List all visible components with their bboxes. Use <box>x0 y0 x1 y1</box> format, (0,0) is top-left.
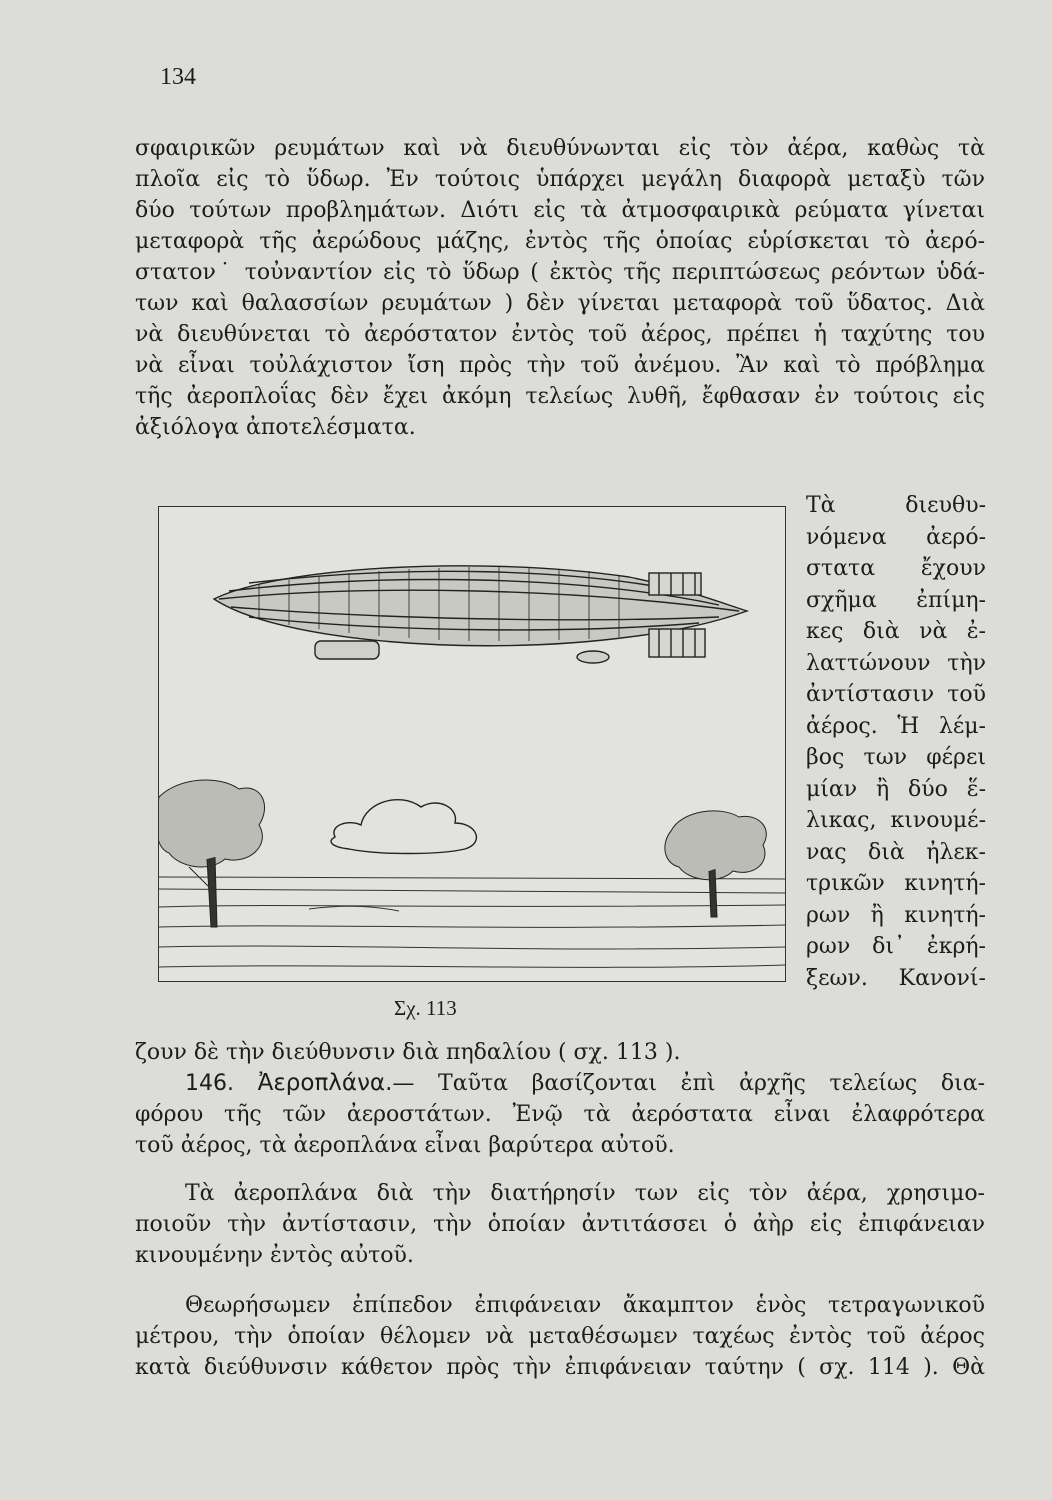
text-line: σχῆμα ἐπίμη- <box>806 587 986 613</box>
text-line: λικας, κινουμέ- <box>806 808 986 833</box>
figure-caption: Σχ. 113 <box>394 996 457 1020</box>
text-line: βος των φέρει <box>806 745 986 770</box>
paragraph-2 <box>135 1037 985 1161</box>
airship-figure <box>158 506 786 982</box>
page-number: 134 <box>160 64 196 90</box>
landscape <box>159 877 785 967</box>
section-number: 146. <box>185 1071 234 1096</box>
text-line: λαττώνουν τὴν <box>806 650 986 676</box>
text-line: ἀέρος. Ἡ λέμ- <box>806 713 986 739</box>
text-line: ξεων. Κανονί- <box>806 965 986 991</box>
paragraph-4 <box>135 1290 985 1383</box>
paragraph-3 <box>135 1178 985 1271</box>
text-line: Τὰ διευθυ- <box>806 493 986 518</box>
text-line: Τὰ ἀεροπλάνα διὰ τὴν διατήρησίν των εἰς τὸν ἀέρα, χρησιμο- <box>185 1181 985 1206</box>
text-line: ποιοῦν τὴν ἀντίστασιν, τὴν ὁποίαν ἀντιτάσσει ὁ ἀὴρ εἰς ἐπιφάνειαν <box>135 1212 985 1237</box>
text-line: φόρου τῆς τῶν ἀεροστάτων. Ἐνῷ τὰ ἀερόστατα εἶναι ἐλαφρότερα <box>135 1102 985 1127</box>
cloud <box>331 800 476 854</box>
text-line: ἀξιόλογα ἀποτελέσματα. <box>135 415 416 440</box>
tree-right <box>665 811 766 917</box>
text-line: νὰ διευθύνεται τὸ ἀερόστατον ἐντὸς τοῦ ἀέρος, πρέπει ἡ ταχύτης του <box>135 322 985 347</box>
text-line: μεταφορὰ τῆς ἀερώδους μάζης, ἐντὸς τῆς ὁποίας εὑρίσκεται τὸ ἀερό- <box>135 229 985 254</box>
text-line: μέτρου, τὴν ὁποίαν θέλομεν νὰ μεταθέσωμεν ταχέως ἐντὸς τοῦ ἀέρος <box>135 1324 985 1349</box>
text-line: δύο τούτων προβλημάτων. Διότι εἰς τὰ ἀτμοσφαιρικὰ ρεύματα γίνεται <box>135 198 985 223</box>
text-line: κατὰ διεύθυνσιν κάθετον πρὸς τὴν ἐπιφάνειαν ταύτην ( σχ. 114 ). Θὰ <box>135 1355 985 1380</box>
text-line: κες διὰ νὰ ἐ- <box>806 619 986 644</box>
text-line: τοῦ ἀέρος, τὰ ἀεροπλάνα εἶναι βαρύτερα αὐτοῦ. <box>135 1133 675 1158</box>
airship <box>214 566 747 663</box>
tree-left <box>159 780 265 927</box>
text-line: πλοῖα εἰς τὸ ὕδωρ. Ἐν τούτοις ὑπάρχει μεγάλη διαφορὰ μεταξὺ τῶν <box>135 167 985 192</box>
text-line: κινουμένην ἐντὸς αὐτοῦ. <box>135 1243 414 1268</box>
text-line: ρων ἢ κινητή- <box>806 902 986 928</box>
paragraph-1 <box>135 133 985 443</box>
text-line: στατον˙ τοὐναντίον εἰς τὸ ὕδωρ ( ἐκτὸς τῆς περιπτώσεως ρεόντων ὑδά- <box>135 260 985 285</box>
text-line: ρων δι᾿ ἐκρή- <box>806 934 986 959</box>
text-line: τρικῶν κινητή- <box>806 871 986 896</box>
text-line: των καὶ θαλασσίων ρευμάτων ) δὲν γίνεται μεταφορὰ τοῦ ὕδατος. Διὰ <box>135 291 985 316</box>
side-column-text <box>806 490 986 994</box>
airship-illustration <box>159 507 785 981</box>
text-line: νὰ εἶναι τοὐλάχιστον ἴση πρὸς τὴν τοῦ ἀνέμου. Ἂν καὶ τὸ πρόβλημα <box>135 353 985 378</box>
text-line: σφαιρικῶν ρευμάτων καὶ νὰ διευθύνωνται εἰς τὸν ἀέρα, καθὼς τὰ <box>135 136 985 161</box>
text-line: τῆς ἀεροπλοΐας δὲν ἔχει ἀκόμη τελείως λυθῆ, ἔφθασαν ἐν τούτοις εἰς <box>135 384 985 409</box>
text-line: — Ταῦτα βασίζονται ἐπὶ ἀρχῆς τελείως δια- <box>392 1071 985 1096</box>
section-heading-line <box>135 1068 985 1099</box>
text-line: μίαν ἢ δύο ἕ- <box>806 776 986 802</box>
text-line: ζουν δὲ τὴν διεύθυνσιν διὰ πηδαλίου ( σχ. 113 ). <box>135 1040 681 1065</box>
text-line: Θεωρήσωμεν ἐπίπεδον ἐπιφάνειαν ἄκαμπτον ἑνὸς τετραγωνικοῦ <box>185 1293 985 1318</box>
text-line: νόμενα ἀερό- <box>806 524 986 550</box>
text-line: στατα ἔχουν <box>806 556 986 581</box>
text-line: νας διὰ ἠλεκ- <box>806 839 986 865</box>
text-line: ἀντίστασιν τοῦ <box>806 682 986 707</box>
section-title: Ἀεροπλάνα. <box>257 1070 393 1096</box>
